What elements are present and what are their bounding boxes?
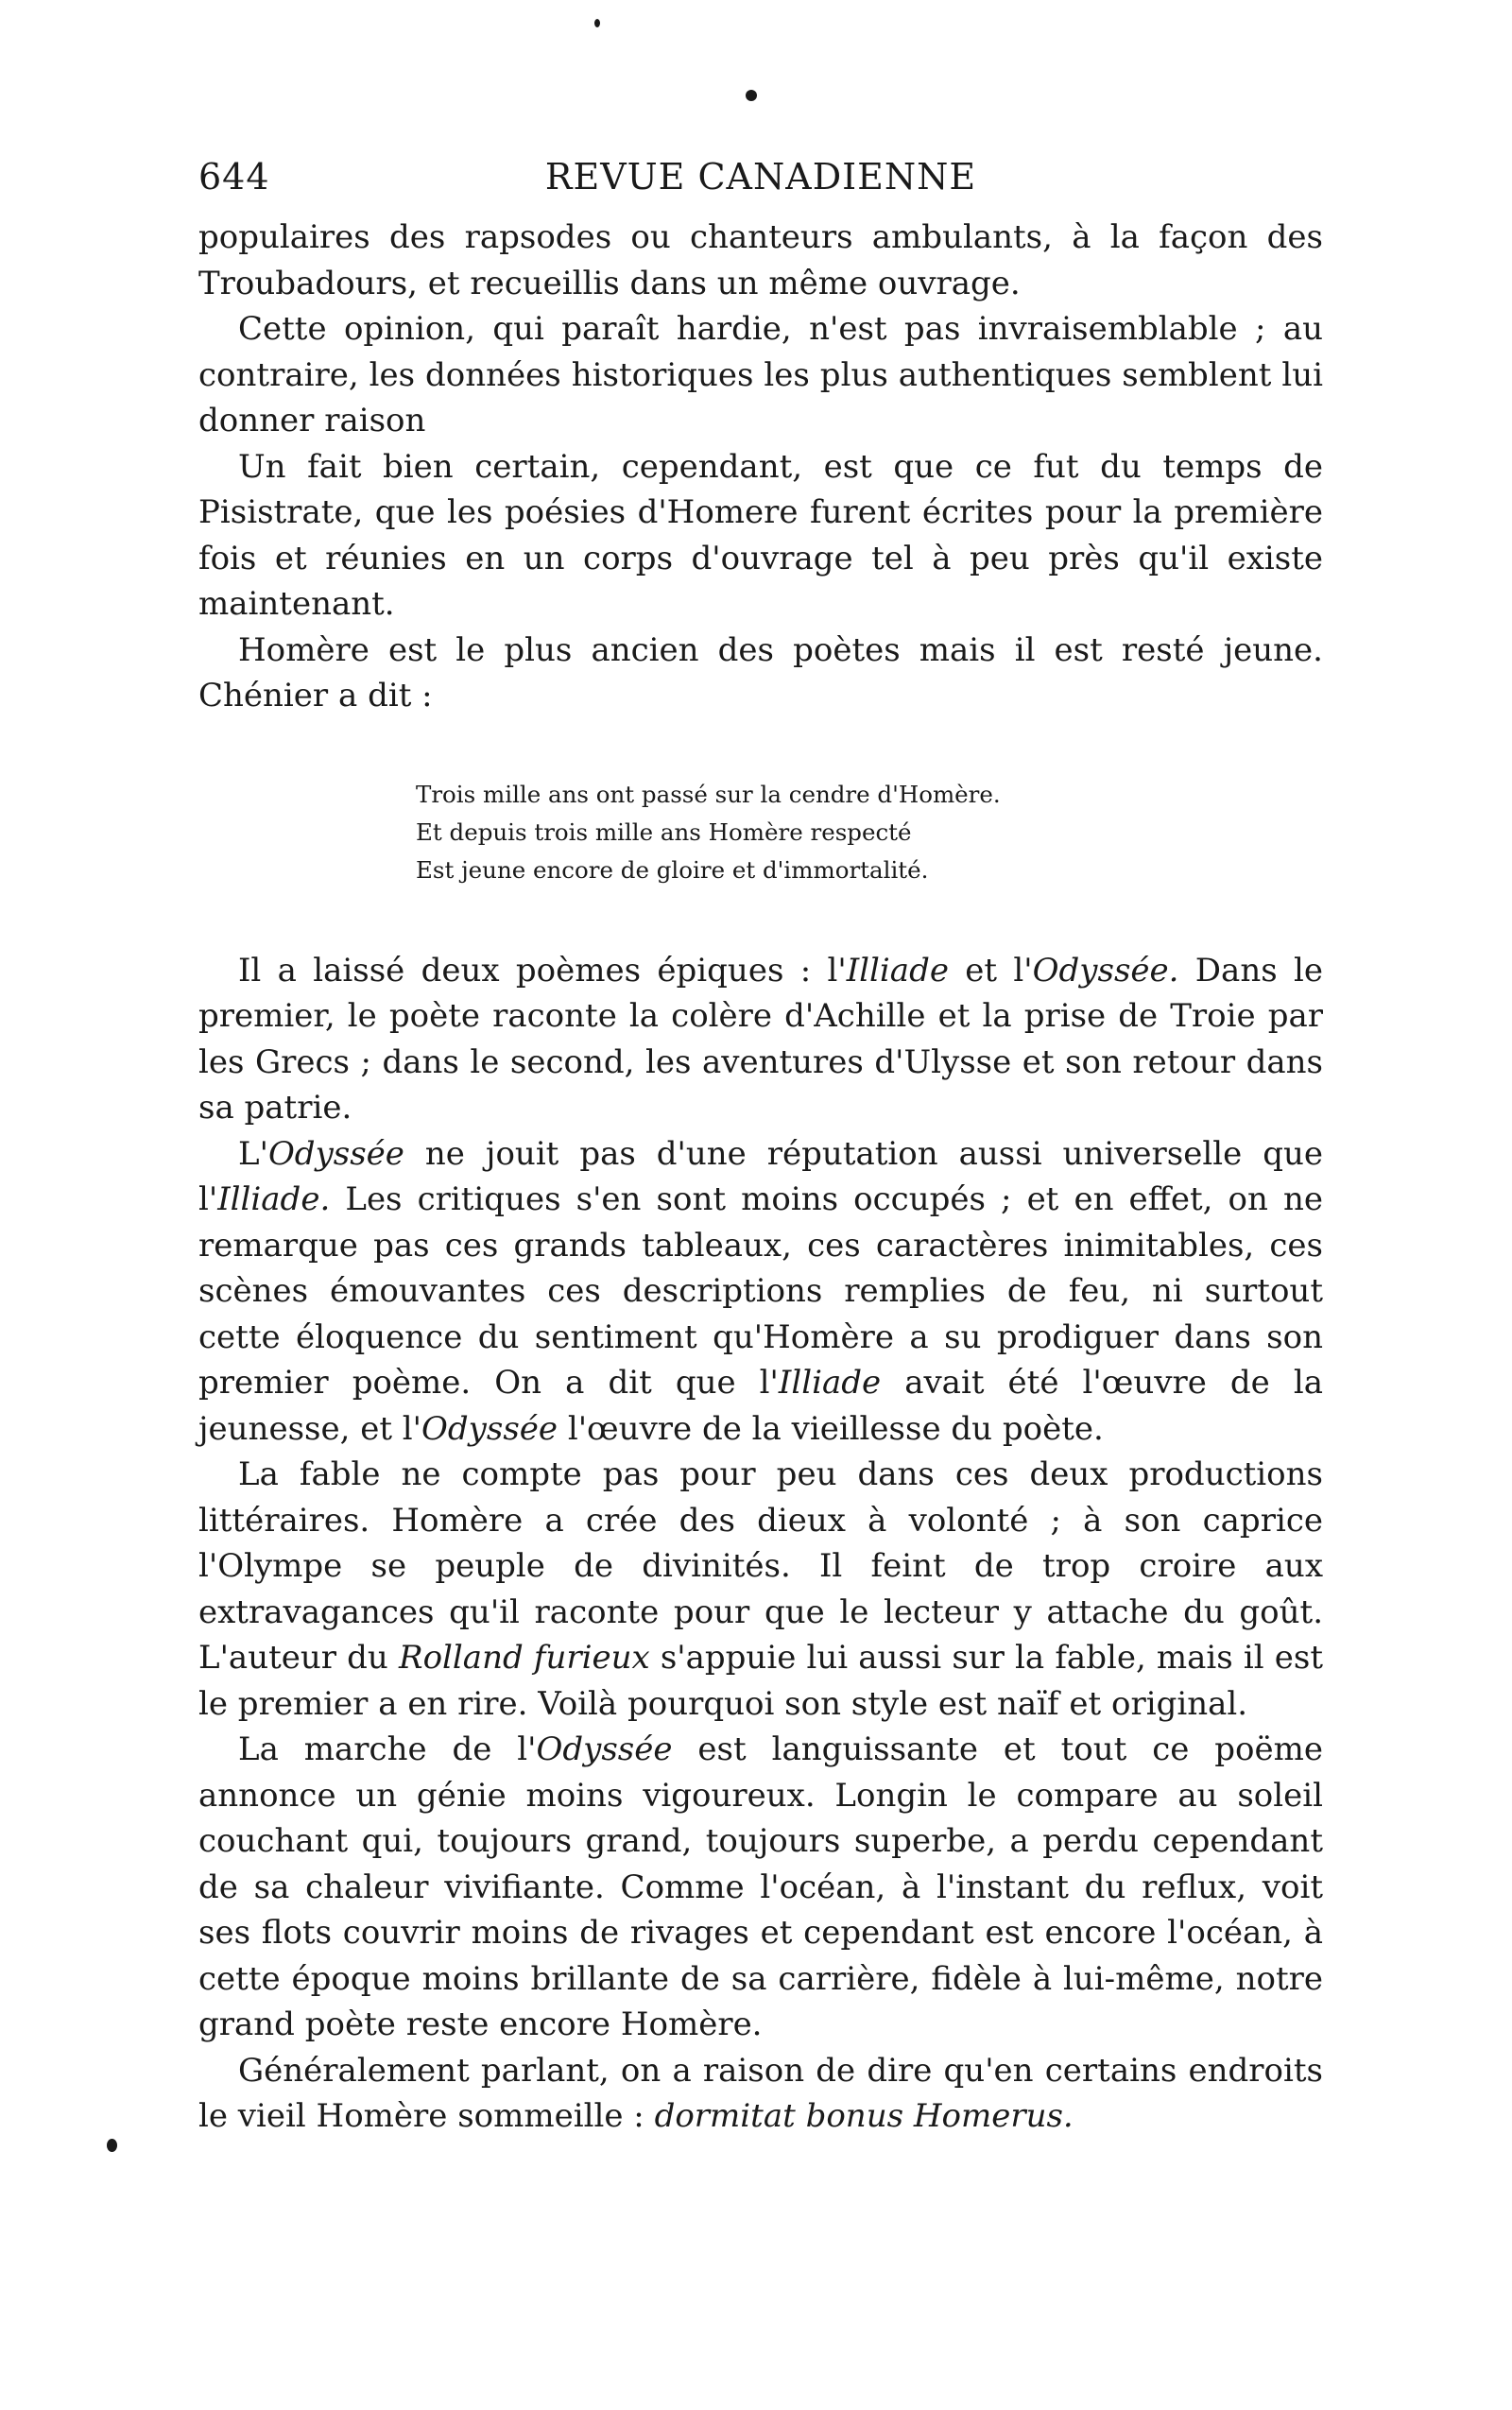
text-run: L' <box>238 1134 268 1173</box>
text-run: La marche de l' <box>238 1730 537 1768</box>
page-number: 644 <box>198 156 270 198</box>
ink-speck <box>746 90 757 101</box>
verse-line: Trois mille ans ont passé sur la cendre d'Homère. <box>416 780 1001 808</box>
work-title: Illiade. <box>217 1180 331 1218</box>
verse-quotation <box>416 776 1323 889</box>
paragraph: Cette opinion, qui paraît hardie, n'est pas invraisemblable ; au contraire, les données historiques les plus authentiques semblent lui donner raison <box>198 310 1323 439</box>
text-run: s'appuie lui aussi sur la fable, mais il est le premier a en rire. Voilà pourquoi son style est naïf et original. <box>198 1639 1324 1723</box>
paragraph: Homère est le plus ancien des poètes mais il est resté jeune. Chénier a dit : <box>198 630 1323 714</box>
work-title: Rolland furieux <box>398 1639 650 1677</box>
text-run: Les critiques s'en sont moins occupés ; et en effet, on ne remarque pas ces grands tableaux, ces caractères inimitables, ces scènes émouvantes ces descriptions remplies de feu, ni surtout cette éloquence du sentiment qu'Homère a su prodiguer dans son premier poème. On a dit que l' <box>198 1180 1323 1402</box>
paragraph: Un fait bien certain, cependant, est que ce fut du temps de Pisistrate, que les poésies d'Homere furent écrites pour la première fois et réunies en un corps d'ouvrage tel à peu près qu'il existe maintenant. <box>198 447 1323 623</box>
text-run: ne jouit pas d'une réputation aussi universelle que l' <box>198 1134 1323 1218</box>
ink-speck <box>594 19 600 27</box>
paragraph <box>198 1131 1323 1453</box>
running-title: REVUE CANADIENNE <box>544 156 977 198</box>
work-title: Odyssée. <box>1032 951 1179 990</box>
work-title: Illiade <box>778 1364 882 1402</box>
verse-line: Est jeune encore de gloire et d'immortalité. <box>416 855 929 884</box>
work-title: Odyssée <box>536 1730 673 1768</box>
text-run: l'œuvre de la vieillesse du poète. <box>558 1409 1104 1448</box>
paragraph <box>198 2048 1323 2140</box>
verse-line: Et depuis trois mille ans Homère respecté <box>416 818 912 846</box>
ink-speck <box>107 2139 117 2152</box>
article-body <box>198 215 1323 2140</box>
text-run: Généralement parlant, on a raison de dire qu'en certains endroits le vieil Homère sommeille : <box>198 2051 1323 2135</box>
text-run: Dans le premier, le poète raconte la colère d'Achille et la prise de Troie par les Grecs ; dans le second, les aventures d'Ulysse et son retour dans sa patrie. <box>198 951 1323 1127</box>
text-run: Il a laissé deux poèmes épiques : l' <box>238 951 847 990</box>
text-run: et l' <box>948 951 1033 990</box>
page-header <box>198 156 1323 213</box>
latin-quote: dormitat bonus Homerus. <box>654 2097 1074 2135</box>
text-run: est languissante et tout ce poëme annonce un génie moins vigoureux. Longin le compare au soleil couchant qui, toujours grand, toujours superbe, a perdu cependant de sa chaleur vivifiante. Comme l'océan, à l'instant du reflux, voit ses flots couvrir moins de rivages et cependant est encore l'océan, à cette époque moins brillante de sa carrière, fidèle à lui-même, notre grand poète reste encore Homère. <box>198 1730 1323 2043</box>
work-title: Odyssée <box>267 1134 404 1173</box>
paragraph <box>198 1452 1323 1727</box>
paragraph: populaires des rapsodes ou chanteurs ambulants, à la façon des Troubadours, et recueillis dans un même ouvrage. <box>198 218 1323 302</box>
page <box>198 156 1323 2140</box>
text-run: La fable ne compte pas pour peu dans ces deux productions littéraires. Homère a crée des dieux à volonté ; à son caprice l'Olympe se peuple de divinités. Il feint de trop croire aux extravagances qu'il raconte pour que le lecteur y attache du goût. L'auteur du <box>198 1455 1323 1677</box>
paragraph <box>198 1727 1323 2048</box>
work-title: Illiade <box>846 951 949 990</box>
work-title: Odyssée <box>421 1409 558 1448</box>
text-run: avait été l'œuvre de la jeunesse, et l' <box>198 1364 1323 1448</box>
paragraph <box>198 948 1323 1131</box>
